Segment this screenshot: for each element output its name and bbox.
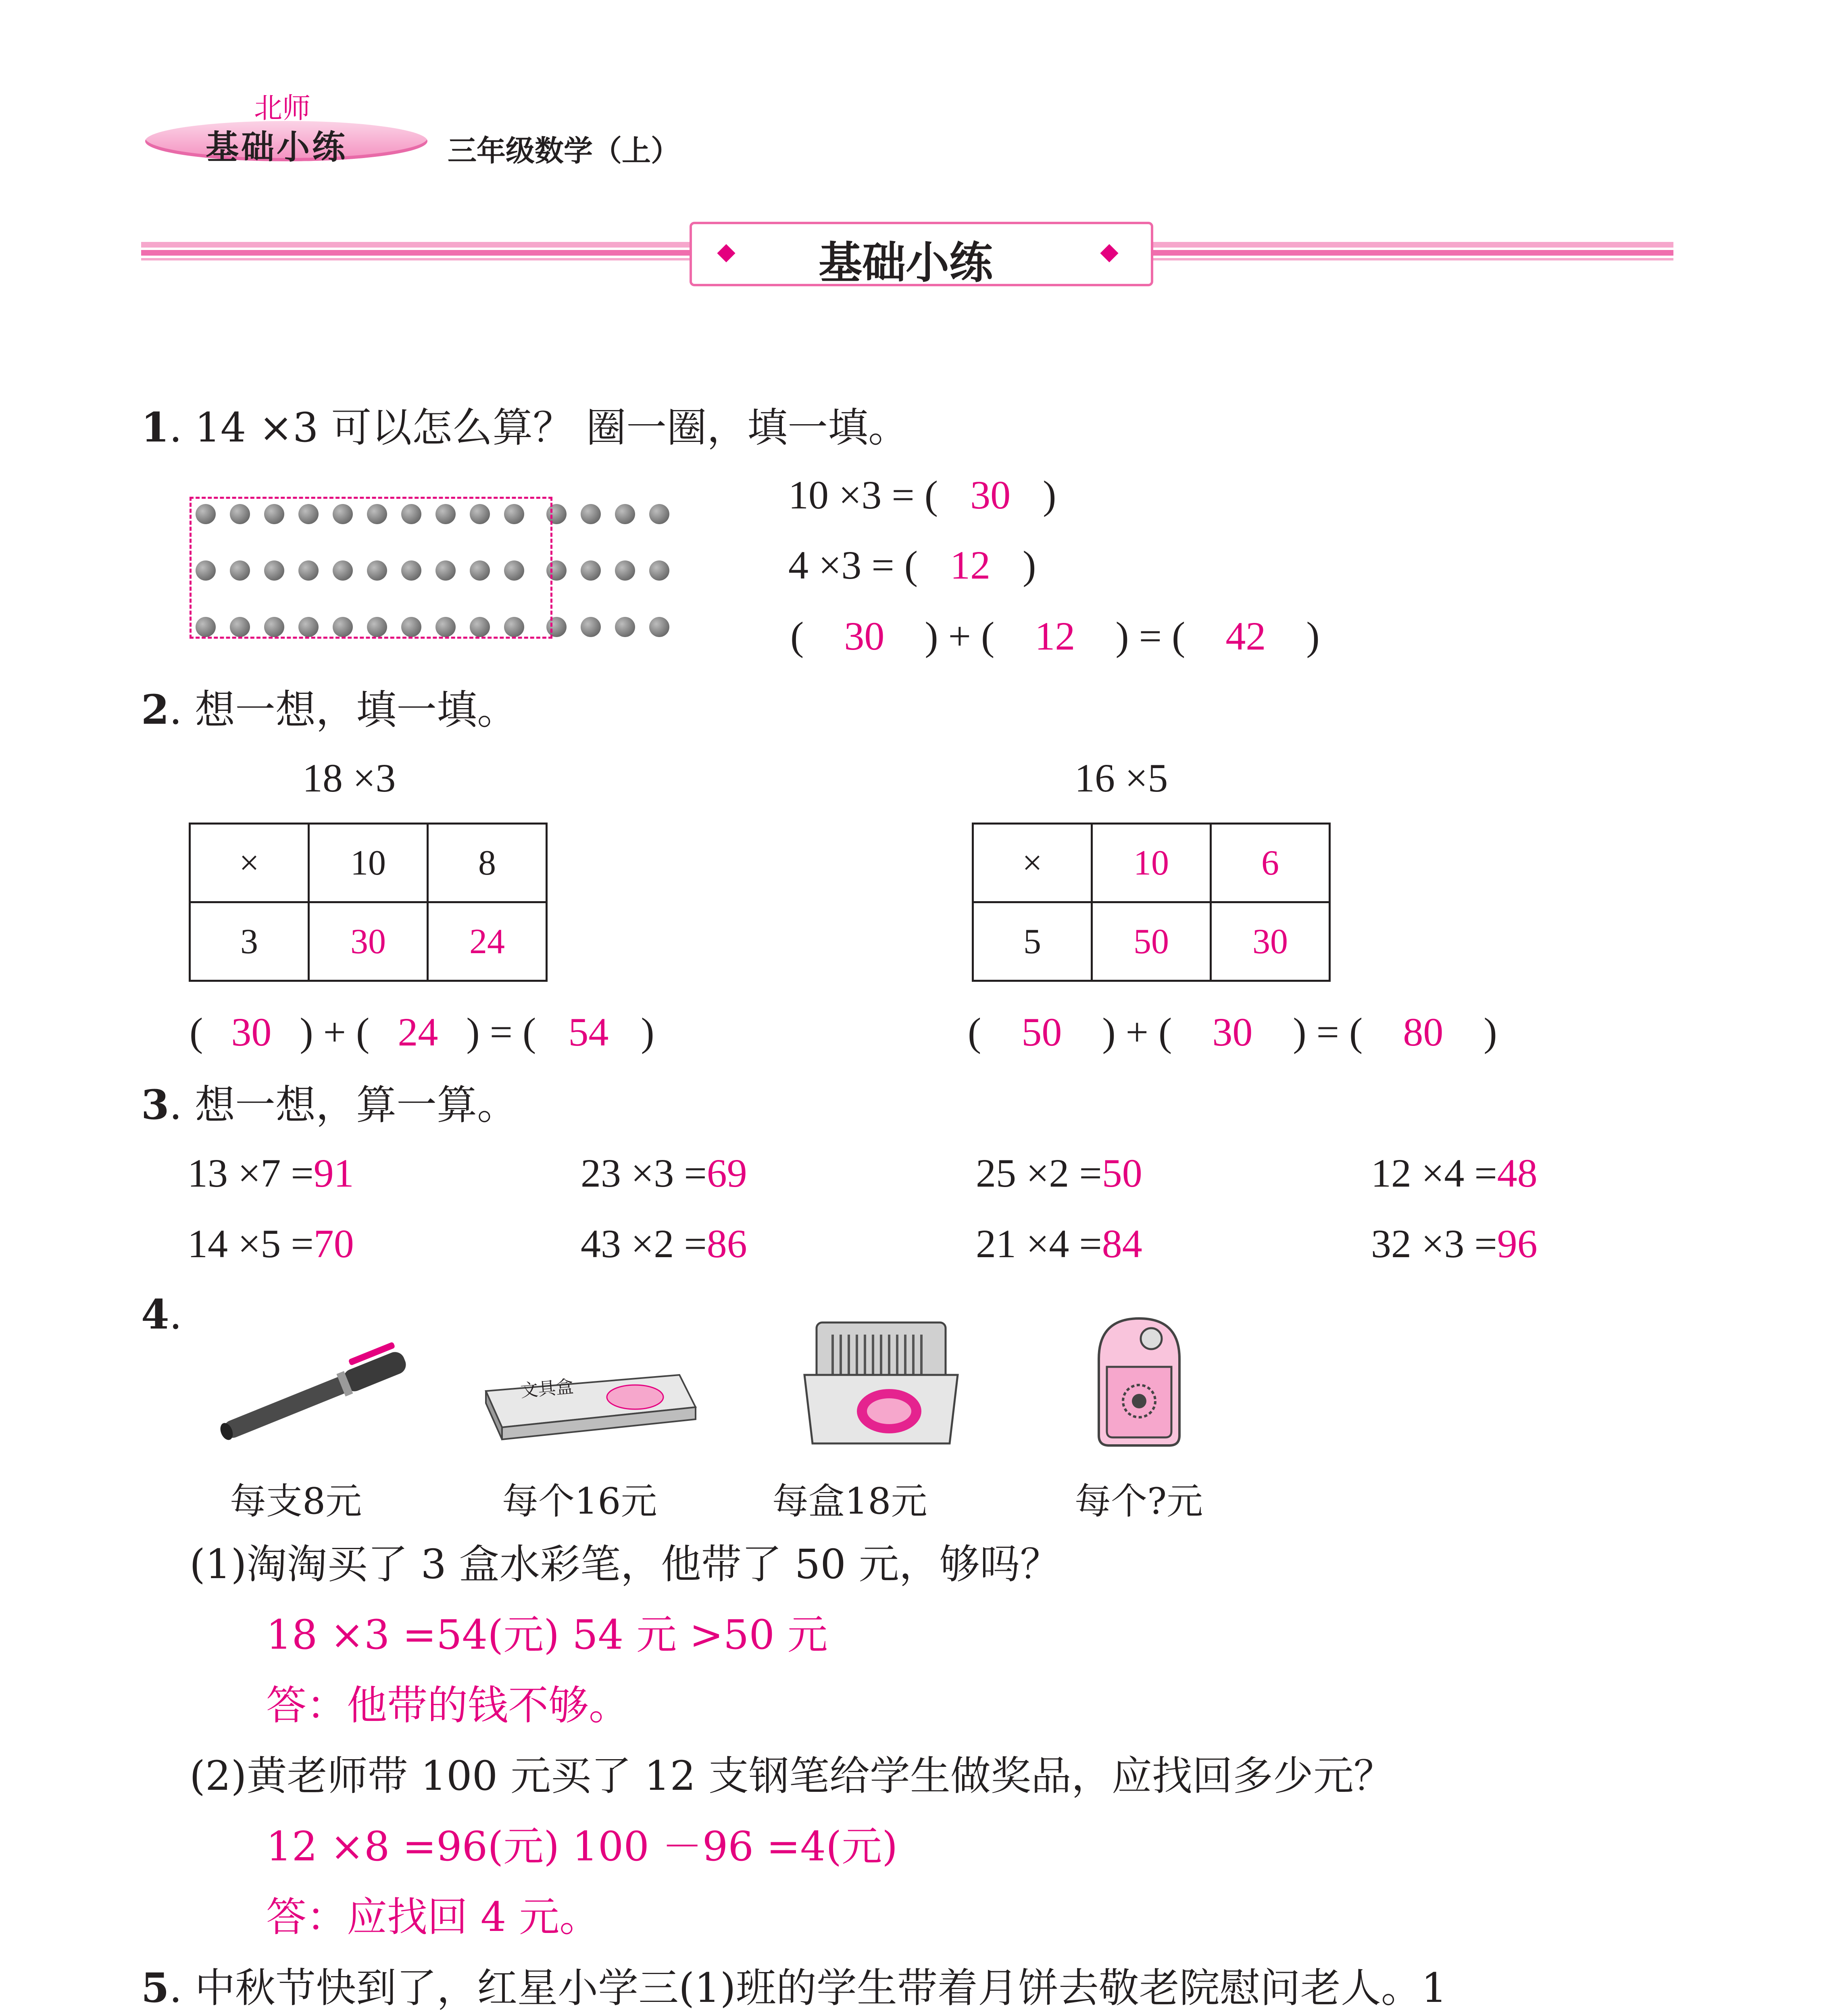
table-cell: × — [973, 824, 1092, 902]
q2-left-equation: ( 30 ) + ( 24 ) = ( 54 ) — [190, 1010, 654, 1054]
dot — [615, 617, 635, 637]
q1-circled-group — [190, 497, 552, 639]
dot — [615, 560, 635, 581]
table-cell: 10 — [309, 824, 428, 902]
q4-sub2-answer: 答：应找回 4 元。 — [266, 1893, 600, 1941]
header-logo-series: 基础小练 — [206, 128, 348, 167]
q2-right-table — [972, 823, 1331, 982]
q2-left-title: 18 ×3 — [302, 756, 396, 800]
dot — [581, 504, 601, 524]
header-subject: 三年级数学（上） — [448, 134, 680, 168]
q3-item: 13 ×7 =91 — [188, 1151, 354, 1195]
q3-item: 25 ×2 =50 — [976, 1151, 1142, 1195]
q1-eq1: 10 ×3 = ( 30 ) — [788, 473, 1056, 517]
q4-sub2-question: (2)黄老师带 100 元买了 12 支钢笔给学生做奖品，应找回多少元？ — [190, 1752, 1394, 1799]
q3-item: 32 ×3 =96 — [1371, 1221, 1538, 1266]
table-cell-answer: 30 — [1211, 902, 1330, 981]
table-cell: 5 — [973, 902, 1092, 981]
q2-right-title: 16 ×5 — [1075, 756, 1168, 800]
dot — [581, 617, 601, 637]
q4-sub1-calc: 18 ×3 =54(元) 54 元 >50 元 — [266, 1611, 828, 1658]
table-cell: × — [190, 824, 309, 902]
pencil-case-label: 文具盒 — [519, 1376, 575, 1402]
q2-right-equation: ( 50 ) + ( 30 ) = ( 80 ) — [968, 1010, 1497, 1054]
q4-sub1-answer: 答：他带的钱不够。 — [266, 1682, 629, 1729]
backpack-icon — [1083, 1310, 1196, 1452]
dot — [649, 617, 669, 637]
item-price-caption: 每个?元 — [1075, 1480, 1203, 1522]
q2-prompt: 2. 想一想，填一填。 — [141, 686, 518, 733]
q5-prompt-line1: 5. 中秋节快到了，红星小学三(1)班的学生带着月饼去敬老院慰问老人。1 — [141, 1964, 1447, 2012]
table-cell-answer: 24 — [428, 902, 547, 981]
section-title: 基础小练 — [819, 238, 993, 288]
dot — [581, 560, 601, 581]
q1-prompt: 1. 14 ×3 可以怎么算？ 圈一圈，填一填。 — [141, 404, 909, 451]
q3-item: 43 ×2 =86 — [581, 1221, 747, 1266]
q3-item: 12 ×4 =48 — [1371, 1151, 1538, 1195]
item-price-caption: 每个16元 — [502, 1480, 657, 1522]
table-cell-answer: 10 — [1092, 824, 1211, 902]
table-cell-answer: 30 — [309, 902, 428, 981]
dot — [649, 560, 669, 581]
q4-sub2-calc: 12 ×8 =96(元) 100 －96 =4(元) — [266, 1823, 898, 1870]
q2-left-table — [189, 823, 548, 982]
item-price-caption: 每盒18元 — [772, 1480, 927, 1522]
q4-sub1-question: (1)淘淘买了 3 盒水彩笔，他带了 50 元，够吗？ — [190, 1541, 1061, 1588]
q3-item: 21 ×4 =84 — [976, 1221, 1142, 1266]
watercolor-pens-box-icon — [796, 1314, 966, 1452]
q4-label: 4. — [141, 1291, 182, 1338]
dot — [615, 504, 635, 524]
q3-item: 14 ×5 =70 — [188, 1221, 354, 1266]
pencil-case-icon — [478, 1363, 704, 1452]
table-cell-answer: 50 — [1092, 902, 1211, 981]
item-price-caption: 每支8元 — [230, 1480, 362, 1522]
banner-rule-left — [141, 242, 690, 260]
dot — [649, 504, 669, 524]
table-cell-answer: 6 — [1211, 824, 1330, 902]
q3-item: 23 ×3 =69 — [581, 1151, 747, 1195]
banner-rule-right — [1153, 242, 1673, 260]
q1-eq2: 4 ×3 = ( 12 ) — [788, 543, 1036, 587]
table-cell: 8 — [428, 824, 547, 902]
q1-eq3: ( 30 ) + ( 12 ) = ( 42 ) — [790, 614, 1320, 658]
header-logo-publisher: 北师 — [254, 92, 310, 125]
pen-icon — [210, 1335, 419, 1456]
table-cell: 3 — [190, 902, 309, 981]
q3-prompt: 3. 想一想，算一算。 — [141, 1081, 518, 1129]
